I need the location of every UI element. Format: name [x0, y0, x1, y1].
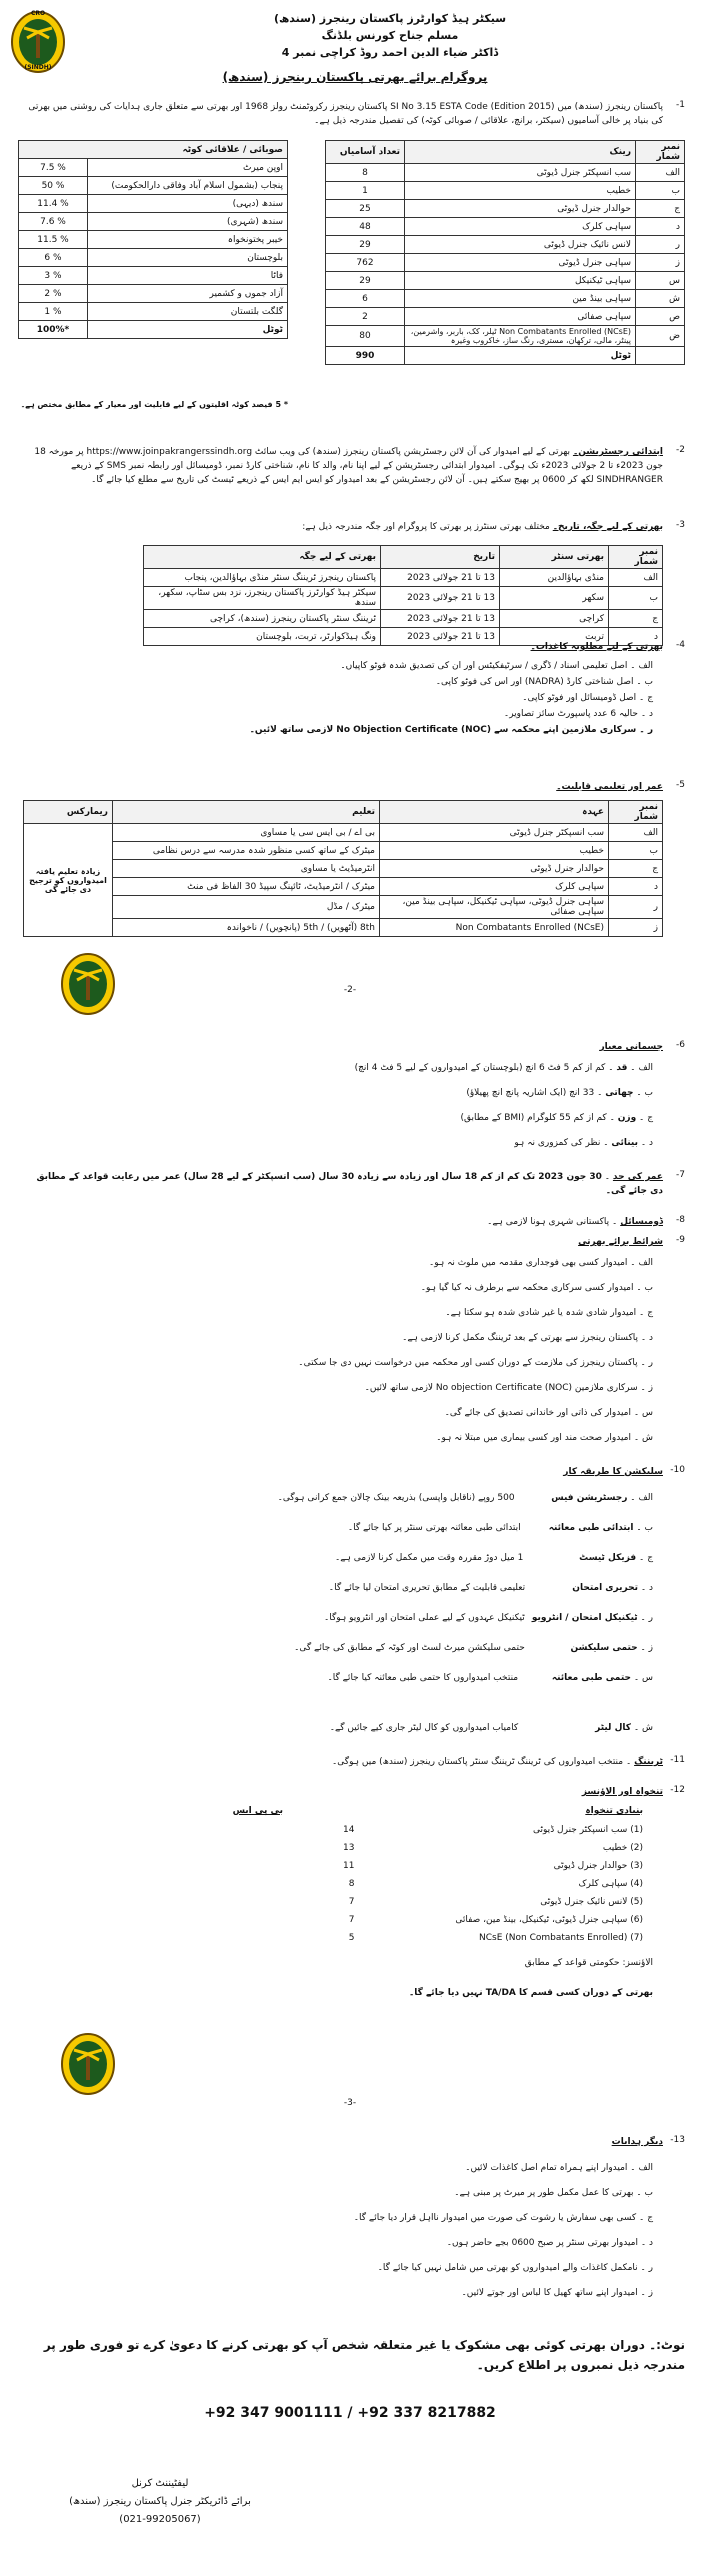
table-row: د سپاہی کلرک میٹرک / انٹرمیڈیٹ، ٹائپنگ سپیڈ 30 الفاظ فی منٹ — [24, 878, 663, 896]
section-12-heading: تنخواہ اور الاؤنسز — [581, 1787, 663, 1797]
section-2-text: بھرتی کے لیے امیدوار کی آن لائن رجسٹریشن پاکستان رینجرز (سندھ) کی ویب سائٹ https://www.joinpakrangerssindh.org پر مورخہ 18 جون 2023ء تا 2 جولائی 2023ء تک ہوگی۔ امیدوار ابتدائی رجسٹریشن کے لیے اپنا نام، والد کا نام، شناختی کارڈ نمبر، ڈومیسائل اور رابطہ نمبر SMS کے ذریعے SINDHRANGER لکھ کر 0600 پر بھیج سکتے ہیں۔ آن لائن رجسٹریشن کے بعد امیدوار کو ایس ایم ایس کے ذریعے ٹیسٹ کی تاریخ سے مطلع کیا جائے گا۔ — [34, 447, 663, 485]
table-row: ش سپاہی بینڈ مین 6 — [326, 290, 685, 308]
section-5-number: -5 — [676, 780, 685, 790]
section-11-number: -11 — [670, 1755, 685, 1765]
list-item: ج ۔ فزیکل ٹیسٹ 1 میل دوڑ مقررہ وقت میں مکمل کرنا لازمی ہے۔ — [335, 1553, 653, 1563]
section-1-text: پاکستان رینجرز (سندھ) میں SI No 3.15 ESTA Code (Edition 2015) پاکستان رینجرز رکروٹمنٹ رولز 1968 اور بھرتی سے متعلق جاری ہدایات کی روشنی میں بھرتی کی بنیاد پر خالی آسامیوں (سیکٹر، برانچ، علاقائی / صوبائی کوٹہ) کی تفصیل مندرجہ ذیل ہے۔ — [28, 102, 663, 126]
posts-table — [325, 140, 685, 365]
list-item: الف ۔ قد ۔ کم از کم 5 فٹ 6 انچ (بلوچستان کے امیدواروں کے لیے 5 فٹ 4 انچ) — [354, 1063, 653, 1073]
section-13-heading: دیگر ہدایات — [611, 2137, 663, 2147]
list-item: ز ۔ حتمی سلیکشن حتمی سلیکشن میرٹ لسٹ اور کوٹہ کے مطابق کی جائے گی۔ — [294, 1643, 653, 1653]
list-item: ج ۔ امیدوار شادی شدہ یا غیر شادی شدہ ہو سکتا ہے۔ — [445, 1308, 653, 1318]
list-item: (2) خطیب 13 — [343, 1843, 643, 1853]
table-row: سندھ (دیہی) 11.4 % — [19, 195, 288, 213]
section-4-heading: بھرتی کے لیے مطلوبہ کاغذات۔ — [530, 642, 663, 652]
list-item: ب ۔ بھرتی کا عمل مکمل طور پر میرٹ پر مبنی ہے۔ — [454, 2188, 653, 2198]
section-8-block: ڈومیسائل ۔ پاکستانی شہری ہونا لازمی ہے۔ — [487, 1217, 663, 1227]
posts-col-count: تعداد آسامیاں — [326, 141, 405, 164]
centers-table: نمبر شمار بھرتی سنٹر تاریخ بھرتی کے لیے جگہ الف منڈی بہاؤالدین 13 تا 21 جولائی 2023 پاکستان رینجرز ٹریننگ سنٹر منڈی بہاؤالدین، پنجاب ب سکھر 13 تا 21 جولائی 2023 سیکٹر ہیڈ کوارٹرز پاکستان رینجرز، نزد بس سٹاپ، سکھر، سندھ ج کراچی 13 تا 21 جولائی 2023 ٹریننگ سنٹر پاکستان رینجرز (سندھ)، کراچی د تربت 13 تا 21 جولائی 2023 ونگ ہیڈکوارٹر، تربت، بلوچستان — [143, 545, 663, 646]
list-item: (4) سپاہی کلرک 8 — [348, 1879, 643, 1889]
section-6-heading: جسمانی معیار — [599, 1042, 663, 1052]
list-item: (6) سپاہی جنرل ڈیوٹی، ٹیکنیکل، بینڈ مین، صفائی 7 — [348, 1915, 643, 1925]
table-row: س سپاہی ٹیکنیکل 29 — [326, 272, 685, 290]
table-row: الف سب انسپکٹر جنرل ڈیوٹی بی اے / بی ایس سی یا مساوی زیادہ تعلیم یافتہ امیدواروں کو ترجیح دی جائے گی — [24, 824, 663, 842]
section-10-number: -10 — [670, 1465, 685, 1475]
table-row: ز Non Combatants Enrolled (NCsE) 8th (آٹھویں) / 5th (پانچویں) / ناخواندہ — [24, 919, 663, 937]
section-2-number: -2 — [676, 445, 685, 455]
header-line-1: سیکٹر ہیڈ کوارٹرز پاکستان رینجرز (سندھ) — [273, 12, 507, 25]
section-9-number: -9 — [676, 1235, 685, 1245]
list-item: (1) سب انسپکٹر جنرل ڈیوٹی 14 — [343, 1825, 643, 1835]
table-row: ص سپاہی صفائی 2 — [326, 308, 685, 326]
warning-note: نوٹ:۔ دوران بھرتی کوئی بھی مشکوک یا غیر متعلقہ شخص آپ کو بھرتی کرنے کا دعویٰ کرے تو فوری طور پر مندرجہ ذیل نمبروں پر اطلاع کریں۔ — [43, 2338, 685, 2372]
section-5-heading: عمر اور تعلیمی قابلیت۔ — [556, 782, 663, 792]
table-row: ب خطیب 1 — [326, 182, 685, 200]
section-12-number: -12 — [670, 1785, 685, 1795]
table-row: ز سپاہی جنرل ڈیوٹی 762 — [326, 254, 685, 272]
table-row: سندھ (شہری) 7.6 % — [19, 213, 288, 231]
section-1-number: -1 — [676, 100, 685, 110]
table-row: گلگت بلتستان 1 % — [19, 303, 288, 321]
posts-col-rank: رینک — [405, 141, 636, 164]
qualification-table: نمبر شمار عہدہ تعلیم ریمارکس الف سب انسپکٹر جنرل ڈیوٹی بی اے / بی ایس سی یا مساوی زیادہ تعلیم یافتہ امیدواروں کو ترجیح دی جائے گی ب خطیب میٹرک کے ساتھ کسی منظور شدہ مدرسہ سے درس نظامی ج حوالدار جنرل ڈیوٹی انٹرمیڈیٹ یا مساوی د سپاہی کلرک میٹرک / انٹرمیڈیٹ، ٹائپنگ سپیڈ 30 الفاظ فی منٹ ر سپاہی جنرل ڈیوٹی، سپاہی ٹیکنیکل، سپاہی بینڈ مین، سپاہی صفائی میٹرک / مڈل ز Non Combatants Enrolled (NCsE) 8th (آٹھویں) / 5th (پانچویں) / ناخواندہ — [23, 800, 663, 937]
list-item: ر ۔ سرکاری ملازمین اپنے محکمہ سے No Objection Certificate (NOC) لازمی ساتھ لائیں۔ — [249, 725, 653, 735]
list-item: الف ۔ امیدوار اپنے ہمراہ تمام اصل کاغذات لائیں۔ — [465, 2163, 653, 2173]
table-row: ب سکھر 13 تا 21 جولائی 2023 سیکٹر ہیڈ کوارٹرز پاکستان رینجرز، نزد بس سٹاپ، سکھر، سندھ — [144, 587, 663, 610]
list-item: (5) لانس نائیک جنرل ڈیوٹی 7 — [348, 1897, 643, 1907]
contact-phones: +92 347 9001111 / +92 337 8217882 — [204, 2405, 496, 2421]
list-item: د ۔ بینائی ۔ نظر کی کمزوری نہ ہو — [514, 1138, 653, 1148]
list-item: د ۔ حالیہ 6 عدد پاسپورٹ سائز تصاویر۔ — [503, 709, 653, 719]
list-item: س ۔ امیدوار کی ذاتی اور خاندانی تصدیق کی جائے گی۔ — [444, 1408, 653, 1418]
list-item: ش ۔ امیدوار صحت مند اور کسی بیماری میں مبتلا نہ ہو۔ — [436, 1433, 653, 1443]
section-2-block — [23, 445, 663, 487]
section-7-block: عمر کی حد ۔ 30 جون 2023 تک کم از کم 18 سال اور زیادہ سے زیادہ 30 سال (سب انسپکٹر کے لیے 28 سال) عمر میں رعایت قواعد کے مطابق دی جائے گی۔ — [36, 1172, 663, 1196]
allowances-text: الاؤنسز: حکومتی قواعد کے مطابق — [524, 1958, 653, 1968]
bps-label: بی پی ایس — [232, 1806, 283, 1816]
quota-total-row: ٹوٹل 100%* — [19, 321, 288, 339]
list-item: ب ۔ ابتدائی طبی معائنہ ابتدائی طبی معائنہ بھرتی سنٹر پر کیا جائے گا۔ — [347, 1523, 653, 1533]
list-item: س ۔ حتمی طبی معائنہ منتخب امیدواروں کا حتمی طبی معائنہ کیا جائے گا۔ — [327, 1673, 653, 1683]
signature-block — [60, 2475, 260, 2529]
rangers-logo-page3 — [60, 2030, 116, 2096]
list-item: ر ۔ ٹیکنیکل امتحان / انٹرویو ٹیکنیکل عہدوں کے لیے عملی امتحان اور انٹرویو ہوگا۔ — [324, 1613, 653, 1623]
section-13-number: -13 — [670, 2135, 685, 2145]
section-3-heading: بھرتی کے لیے جگہ، تاریخ۔ — [552, 522, 663, 532]
table-row: ر سپاہی جنرل ڈیوٹی، سپاہی ٹیکنیکل، سپاہی بینڈ مین، سپاہی صفائی میٹرک / مڈل — [24, 896, 663, 919]
table-row: د سپاہی کلرک 48 — [326, 218, 685, 236]
table-row: خیبر پختونخواہ 11.5 % — [19, 231, 288, 249]
section-9-heading: شرائط برائے بھرتی — [578, 1237, 663, 1247]
section-7-number: -7 — [676, 1170, 685, 1180]
logo-bottom-text: (SINDH) — [24, 64, 52, 71]
rangers-logo-top — [10, 8, 66, 74]
section-11-block: ٹریننگ ۔ منتخب امیدواروں کی ٹریننگ ٹریننگ سنٹر پاکستان رینجرز (سندھ) میں ہوگی۔ — [332, 1757, 663, 1767]
posts-total-row: ٹوٹل 990 — [326, 347, 685, 365]
table-row: ج کراچی 13 تا 21 جولائی 2023 ٹریننگ سنٹر پاکستان رینجرز (سندھ)، کراچی — [144, 610, 663, 628]
document-header — [240, 10, 540, 61]
signature-designation: برائے ڈائریکٹر جنرل پاکستان رینجرز (سندھ) — [69, 2496, 251, 2507]
section-10-heading: سلیکشن کا طریقہ کار — [563, 1467, 663, 1477]
page-number-2: -2- — [343, 985, 357, 995]
quota-header: صوبائی / علاقائی کوٹہ — [19, 141, 288, 159]
table-row: فاٹا 3 % — [19, 267, 288, 285]
salary-subheading: بنیادی تنخواہ — [585, 1806, 643, 1816]
table-row: د تربت 13 تا 21 جولائی 2023 ونگ ہیڈکوارٹر، تربت، بلوچستان — [144, 628, 663, 646]
section-3-number: -3 — [676, 520, 685, 530]
list-item: ز ۔ امیدوار اپنے ساتھ کھیل کا لباس اور جوتے لائیں۔ — [461, 2288, 653, 2298]
table-row: ب خطیب میٹرک کے ساتھ کسی منظور شدہ مدرسہ سے درس نظامی — [24, 842, 663, 860]
list-item: (3) حوالدار جنرل ڈیوٹی 11 — [343, 1861, 643, 1871]
signature-phone: (021-99205067) — [119, 2514, 201, 2525]
list-item: د ۔ تحریری امتحان تعلیمی قابلیت کے مطابق تحریری امتحان لیا جائے گا۔ — [328, 1583, 653, 1593]
ta-da-note: بھرتی کے دوران کسی قسم کا TA/DA نہیں دیا جائے گا۔ — [409, 1988, 653, 1998]
list-item: د ۔ پاکستان رینجرز سے بھرتی کے بعد ٹریننگ مکمل کرنا لازمی ہے۔ — [402, 1333, 653, 1343]
table-row: ج حوالدار جنرل ڈیوٹی 25 — [326, 200, 685, 218]
section-6-number: -6 — [676, 1040, 685, 1050]
list-item: ر ۔ پاکستان رینجرز کی ملازمت کے دوران کسی اور محکمہ میں درخواست نہیں دی جا سکتی۔ — [298, 1358, 653, 1368]
list-item: ر ۔ نامکمل کاغذات والے امیدواروں کو بھرتی میں شامل نہیں کیا جائے گا۔ — [377, 2263, 653, 2273]
list-item: الف ۔ اصل تعلیمی اسناد / ڈگری / سرٹیفکیٹس اور ان کی تصدیق شدہ فوٹو کاپیاں۔ — [340, 661, 653, 671]
list-item: ج ۔ وزن ۔ کم از کم 55 کلوگرام (BMI کے مطابق) — [460, 1113, 653, 1123]
list-item: د ۔ امیدوار بھرتی سنٹر پر صبح 0600 بجے حاضر ہوں۔ — [446, 2238, 653, 2248]
page-number-3: -3- — [343, 2098, 357, 2108]
table-row: الف سب انسپکٹر جنرل ڈیوٹی 8 — [326, 164, 685, 182]
quota-note: * 5 فیصد کوٹہ اقلیتوں کے لیے قابلیت اور معیار کے مطابق مختص ہے۔ — [20, 400, 288, 409]
section-8-number: -8 — [676, 1215, 685, 1225]
quota-table — [18, 140, 288, 339]
table-row: بلوچستان 6 % — [19, 249, 288, 267]
table-row: ج حوالدار جنرل ڈیوٹی انٹرمیڈیٹ یا مساوی — [24, 860, 663, 878]
section-3-text: مختلف بھرتی سنٹرز پر بھرتی کا پروگرام اور جگہ مندرجہ ذیل ہے: — [302, 522, 550, 532]
list-item: الف ۔ امیدوار کسی بھی فوجداری مقدمہ میں ملوث نہ ہو۔ — [429, 1258, 653, 1268]
list-item: ب ۔ اصل شناختی کارڈ (NADRA) اور اس کی فوٹو کاپی۔ — [435, 677, 653, 687]
header-line-2: مسلم جناح کورنس بلڈنگ — [321, 29, 459, 42]
table-row: اوپن میرٹ 7.5 % — [19, 159, 288, 177]
signature-rank: لیفٹیننٹ کرنل — [131, 2478, 189, 2489]
list-item: ج ۔ اصل ڈومیسائل اور فوٹو کاپی۔ — [522, 693, 653, 703]
page-title: پروگرام برائے بھرتی پاکستان رینجرز (سندھ) — [222, 70, 488, 84]
list-item: (7) (Non Combatants Enrolled) NCsE 5 — [348, 1933, 643, 1943]
section-2-heading: ابتدائی رجسٹریشن۔ — [572, 447, 663, 457]
rangers-emblem-icon — [60, 2030, 116, 2096]
qualification-remark: زیادہ تعلیم یافتہ امیدواروں کو ترجیح دی جائے گی — [24, 824, 113, 937]
list-item: الف ۔ رجسٹریشن فیس 500 روپے (ناقابل واپسی) بذریعہ بینک چالان جمع کرانی ہوگی۔ — [277, 1493, 653, 1503]
rangers-emblem-icon — [60, 950, 116, 1016]
rangers-logo-page2 — [60, 950, 116, 1016]
table-row: الف منڈی بہاؤالدین 13 تا 21 جولائی 2023 پاکستان رینجرز ٹریننگ سنٹر منڈی بہاؤالدین، پنجاب — [144, 569, 663, 587]
section-4-number: -4 — [676, 640, 685, 650]
table-row: ر لانس نائیک جنرل ڈیوٹی 29 — [326, 236, 685, 254]
list-item: ب ۔ چھاتی ۔ 33 انچ (ایک اشاریہ پانچ انچ پھیلاؤ) — [466, 1088, 653, 1098]
list-item: ش ۔ کال لیٹر کامیاب امیدواروں کو کال لیٹر جاری کیے جائیں گے۔ — [329, 1723, 653, 1733]
header-line-3: ڈاکٹر ضیاء الدین احمد روڈ کراچی نمبر 4 — [281, 46, 499, 59]
list-item: ج ۔ کسی بھی سفارش یا رشوت کی صورت میں امیدوار نااہل قرار دیا جائے گا۔ — [353, 2213, 653, 2223]
table-row: آزاد جموں و کشمیر 2 % — [19, 285, 288, 303]
table-row: پنجاب (بشمول اسلام آباد وفاقی دارالحکومت) 50 % — [19, 177, 288, 195]
logo-top-text: CRO — [30, 10, 46, 17]
section-3-block — [23, 520, 663, 534]
posts-col-serial: نمبر شمار — [636, 141, 685, 164]
list-item: ب ۔ امیدوار کسی سرکاری محکمہ سے برطرف نہ کیا گیا ہو۔ — [420, 1283, 653, 1293]
list-item: ز ۔ سرکاری ملازمین No objection Certificate (NOC) لازمی ساتھ لائیں۔ — [364, 1383, 653, 1393]
table-row: ض Non Combatants Enrolled (NCsE) ٹیلر، کک، باربر، واشرمین، پینٹر، مالی، ترکھان، مستری، رنگ ساز، خاکروب وغیرہ 80 — [326, 326, 685, 347]
